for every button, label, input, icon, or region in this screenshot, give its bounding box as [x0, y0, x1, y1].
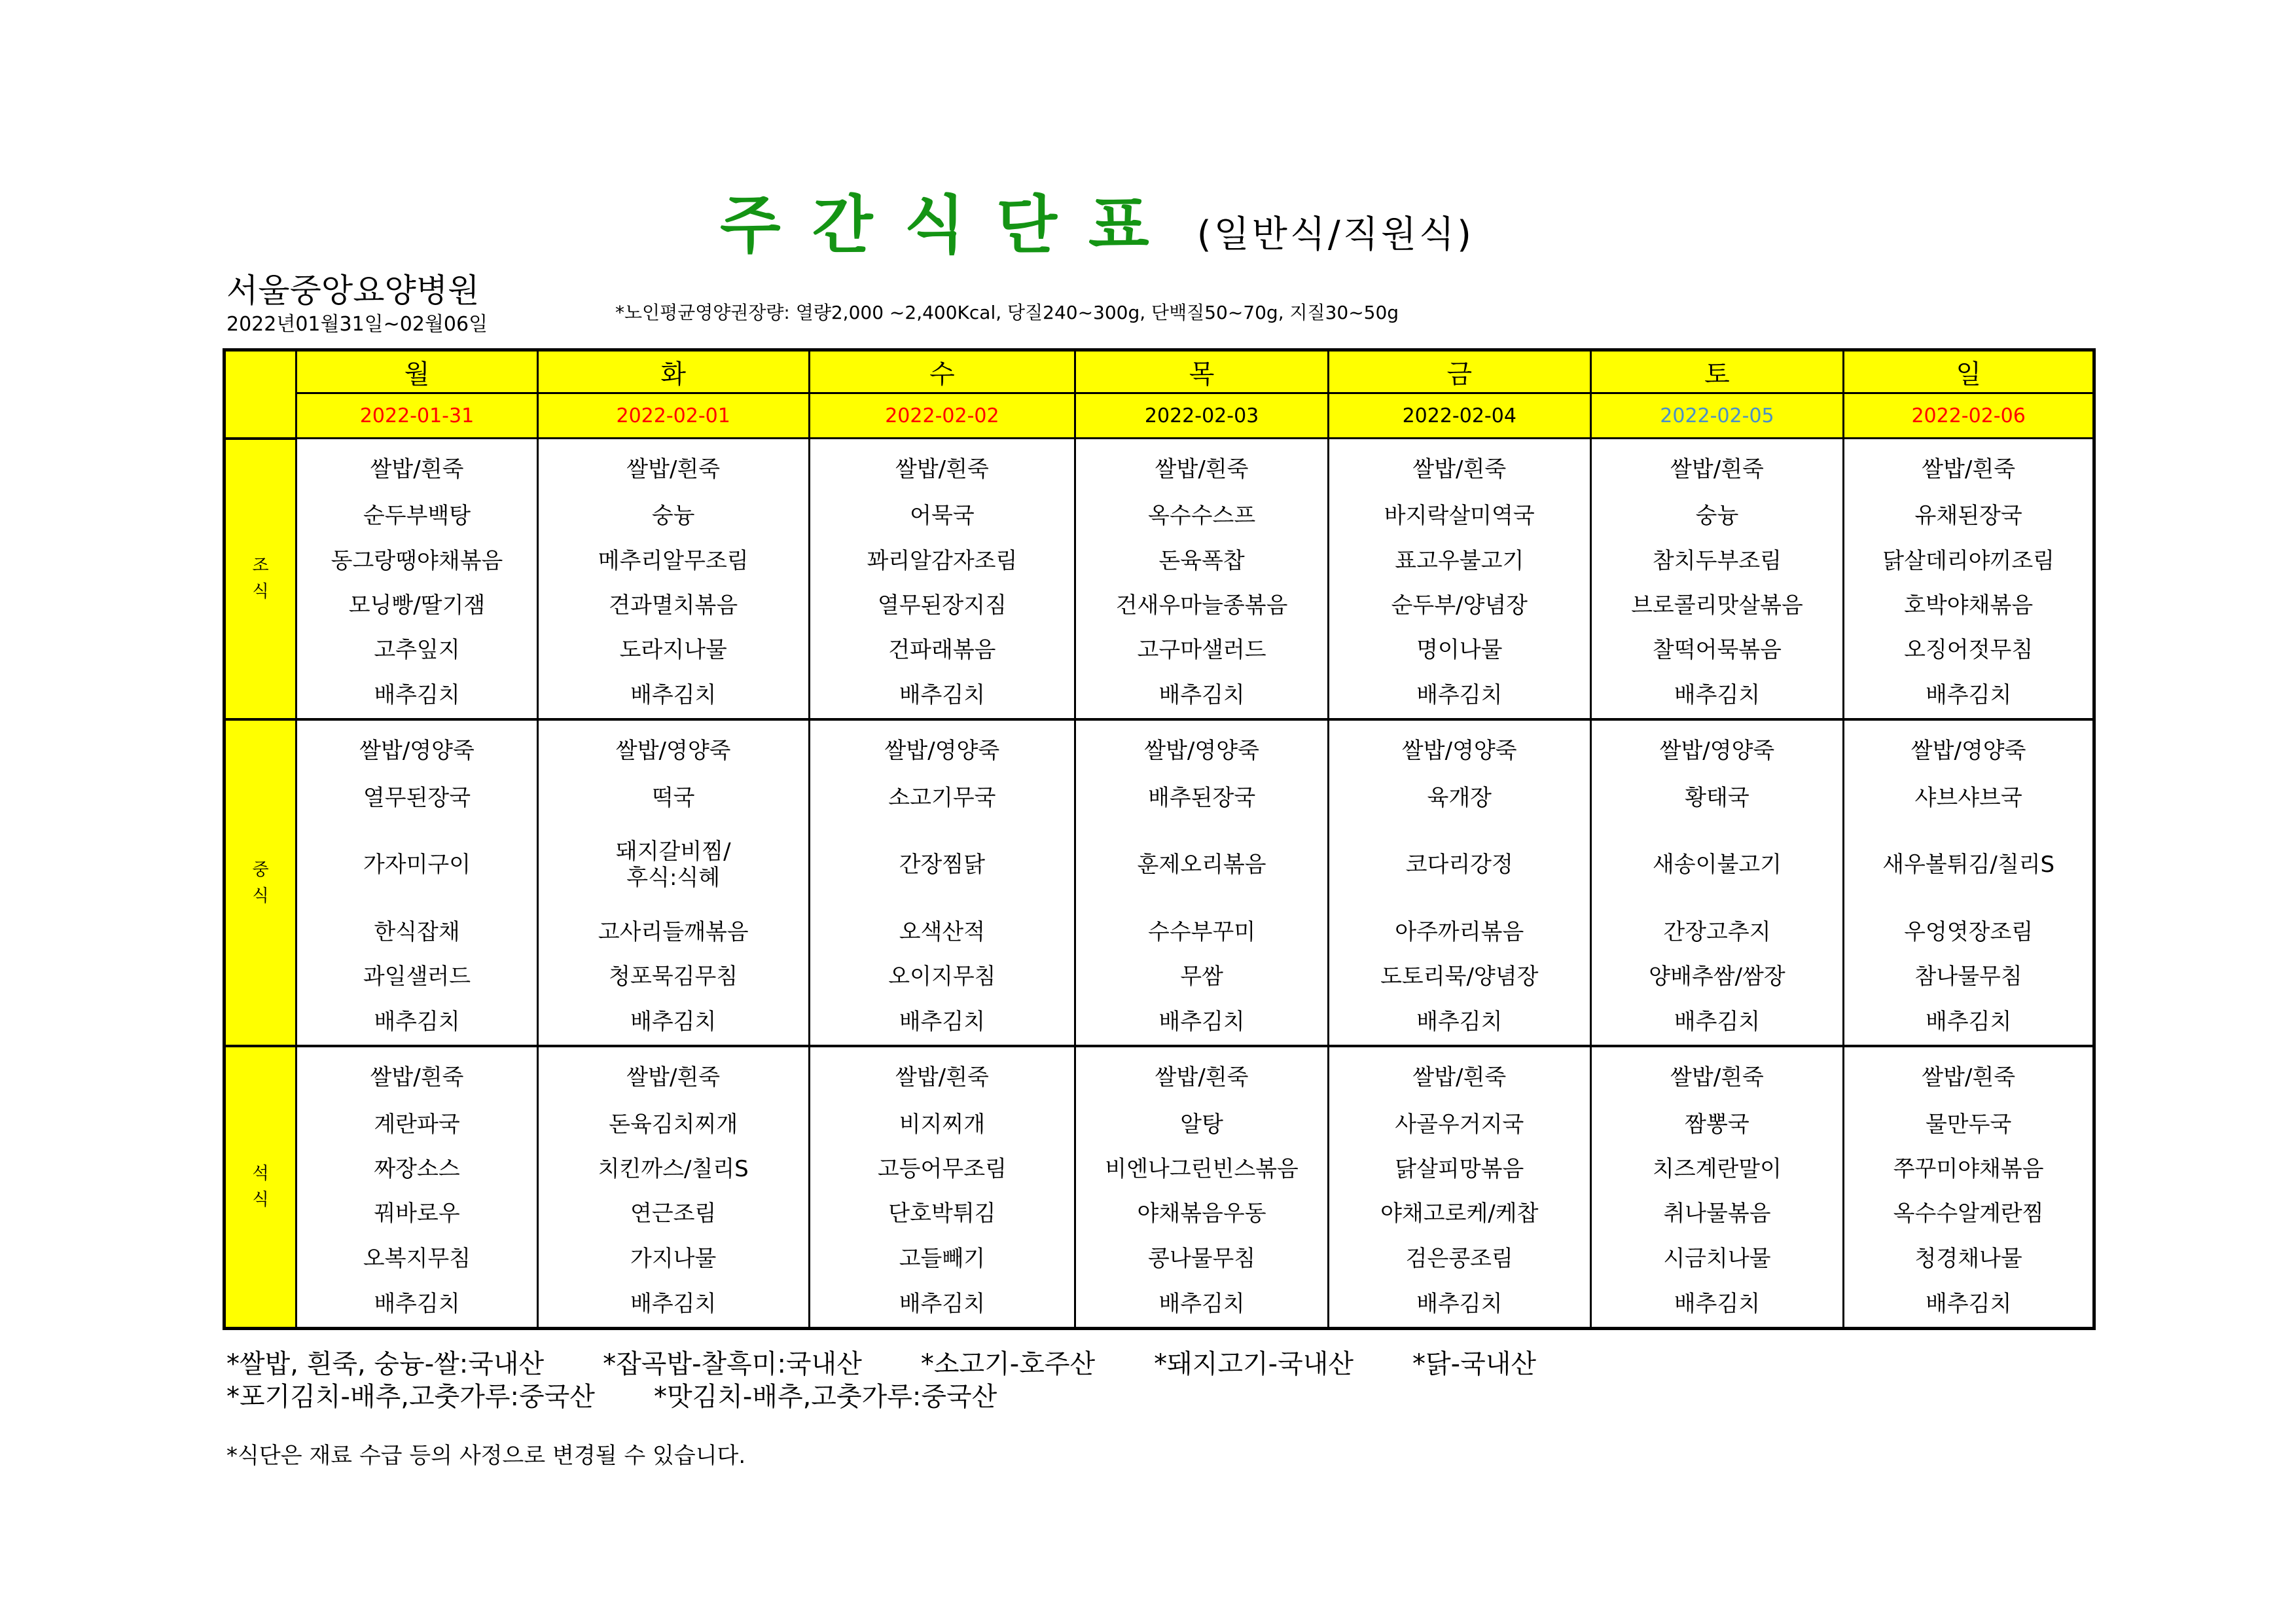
hospital-name: 서울중앙요양병원 — [226, 272, 480, 310]
origin-notes-line2 — [226, 1376, 1056, 1413]
menu-item: 쌀밥/흰죽 — [809, 439, 1075, 494]
date-header: 2022-01-31 — [296, 393, 538, 439]
menu-item: 순두부/양념장 — [1328, 583, 1590, 628]
menu-item: 배추김치 — [809, 999, 1075, 1046]
menu-item: 고구마샐러드 — [1075, 628, 1329, 672]
menu-item: 배추김치 — [537, 672, 809, 719]
date-header: 2022-02-01 — [537, 393, 809, 439]
menu-item: 짬뽕국 — [1590, 1102, 1844, 1146]
menu-item: 배추김치 — [1590, 1281, 1844, 1329]
date-header: 2022-02-04 — [1328, 393, 1590, 439]
meal-label: 석 식 — [224, 1046, 296, 1329]
day-header: 월 — [296, 350, 538, 393]
menu-item: 바지락살미역국 — [1328, 494, 1590, 538]
menu-period: 2022년01월31일~02월06일 — [226, 313, 488, 336]
menu-item: 쌀밥/영양죽 — [1590, 719, 1844, 775]
menu-item: 오이지무침 — [809, 954, 1075, 999]
meal-label: 중 식 — [224, 719, 296, 1046]
menu-item: 우엉엿장조림 — [1844, 910, 2094, 954]
menu-item: 한식잡채 — [296, 910, 538, 954]
menu-item: 연근조림 — [537, 1191, 809, 1236]
day-header: 토 — [1590, 350, 1844, 393]
menu-item: 양배추쌈/쌈장 — [1590, 954, 1844, 999]
menu-item: 쌀밥/영양죽 — [1328, 719, 1590, 775]
menu-row — [224, 672, 2094, 719]
menu-item: 쌀밥/흰죽 — [1590, 439, 1844, 494]
day-header: 금 — [1328, 350, 1590, 393]
menu-item: 배추김치 — [296, 672, 538, 719]
menu-item: 쌀밥/흰죽 — [1075, 1046, 1329, 1102]
menu-item: 참치두부조림 — [1590, 538, 1844, 583]
menu-item: 쌀밥/흰죽 — [1075, 439, 1329, 494]
menu-item: 배추김치 — [537, 999, 809, 1046]
menu-item: 가지나물 — [537, 1236, 809, 1280]
day-header: 목 — [1075, 350, 1329, 393]
menu-item: 배추김치 — [1328, 1281, 1590, 1329]
menu-item: 고사리들깨볶음 — [537, 910, 809, 954]
corner-cell — [224, 350, 296, 439]
menu-item: 쌀밥/영양죽 — [1075, 719, 1329, 775]
menu-row — [224, 1191, 2094, 1236]
menu-item: 쌀밥/영양죽 — [1844, 719, 2094, 775]
menu-row — [224, 538, 2094, 583]
menu-item: 배추김치 — [1328, 999, 1590, 1046]
menu-row — [224, 439, 2094, 494]
menu-item: 새우볼튀김/칠리S — [1844, 820, 2094, 910]
menu-item: 오색산적 — [809, 910, 1075, 954]
menu-item: 무쌈 — [1075, 954, 1329, 999]
menu-item: 코다리강정 — [1328, 820, 1590, 910]
menu-item: 육개장 — [1328, 776, 1590, 820]
menu-item: 짜장소스 — [296, 1147, 538, 1191]
menu-item: 비지찌개 — [809, 1102, 1075, 1146]
nutrition-note: *노인평균영양권장량: 열량2,000 ~2,400Kcal, 당질240~300g, 단백질50~70g, 지질30~50g — [615, 302, 1399, 323]
menu-row — [224, 954, 2094, 999]
menu-item: 가자미구이 — [296, 820, 538, 910]
menu-item: 쌀밥/영양죽 — [809, 719, 1075, 775]
day-header: 수 — [809, 350, 1075, 393]
menu-item: 꽈리알감자조림 — [809, 538, 1075, 583]
origin-note: *포기김치-배추,고춧가루:중국산 — [226, 1382, 595, 1412]
origin-note: *닭-국내산 — [1412, 1349, 1537, 1379]
date-header: 2022-02-03 — [1075, 393, 1329, 439]
menu-item: 배추김치 — [296, 1281, 538, 1329]
menu-item: 메추리알무조림 — [537, 538, 809, 583]
menu-item: 황태국 — [1590, 776, 1844, 820]
menu-item: 과일샐러드 — [296, 954, 538, 999]
menu-item: 쭈꾸미야채볶음 — [1844, 1147, 2094, 1191]
menu-item: 배추김치 — [1590, 999, 1844, 1046]
menu-row — [224, 628, 2094, 672]
menu-item: 떡국 — [537, 776, 809, 820]
menu-item: 건새우마늘종볶음 — [1075, 583, 1329, 628]
menu-item: 꿔바로우 — [296, 1191, 538, 1236]
menu-item: 표고우불고기 — [1328, 538, 1590, 583]
menu-item: 돈육폭찹 — [1075, 538, 1329, 583]
menu-item: 쌀밥/흰죽 — [1844, 439, 2094, 494]
menu-item: 쌀밥/흰죽 — [296, 439, 538, 494]
menu-row — [224, 776, 2094, 820]
menu-row — [224, 1102, 2094, 1146]
menu-item: 도라지나물 — [537, 628, 809, 672]
menu-item: 어묵국 — [809, 494, 1075, 538]
menu-item: 취나물볶음 — [1590, 1191, 1844, 1236]
menu-item: 쌀밥/흰죽 — [537, 1046, 809, 1102]
menu-item: 건파래볶음 — [809, 628, 1075, 672]
menu-item: 검은콩조림 — [1328, 1236, 1590, 1280]
menu-item: 샤브샤브국 — [1844, 776, 2094, 820]
menu-item: 고들빼기 — [809, 1236, 1075, 1280]
menu-item: 사골우거지국 — [1328, 1102, 1590, 1146]
menu-item: 숭늉 — [1590, 494, 1844, 538]
menu-item: 배추김치 — [1844, 1281, 2094, 1329]
menu-item: 쌀밥/흰죽 — [296, 1046, 538, 1102]
menu-item: 물만두국 — [1844, 1102, 2094, 1146]
menu-item: 수수부꾸미 — [1075, 910, 1329, 954]
menu-item: 쌀밥/흰죽 — [1590, 1046, 1844, 1102]
menu-item: 열무된장국 — [296, 776, 538, 820]
menu-item: 치즈계란말이 — [1590, 1147, 1844, 1191]
menu-row — [224, 999, 2094, 1046]
menu-item: 오복지무침 — [296, 1236, 538, 1280]
page-title — [720, 175, 1571, 267]
menu-item: 배추된장국 — [1075, 776, 1329, 820]
menu-item: 도토리묵/양념장 — [1328, 954, 1590, 999]
footer-note: *식단은 재료 수급 등의 사정으로 변경될 수 있습니다. — [226, 1443, 746, 1469]
menu-row — [224, 910, 2094, 954]
origin-note: *돼지고기-국내산 — [1154, 1349, 1354, 1379]
origin-note: *쌀밥, 흰죽, 숭늉-쌀:국내산 — [226, 1349, 545, 1379]
menu-item: 배추김치 — [1590, 672, 1844, 719]
menu-item: 배추김치 — [1844, 999, 2094, 1046]
title-main: 주간식단표 — [720, 189, 1181, 262]
menu-item: 야채고로케/케찹 — [1328, 1191, 1590, 1236]
menu-item: 비엔나그린빈스볶음 — [1075, 1147, 1329, 1191]
meal-label: 조 식 — [224, 439, 296, 720]
menu-row — [224, 820, 2094, 910]
menu-item: 쌀밥/영양죽 — [296, 719, 538, 775]
menu-item: 청포묵김무침 — [537, 954, 809, 999]
menu-item: 시금치나물 — [1590, 1236, 1844, 1280]
menu-item: 쌀밥/영양죽 — [537, 719, 809, 775]
menu-item: 호박야채볶음 — [1844, 583, 2094, 628]
menu-item: 단호박튀김 — [809, 1191, 1075, 1236]
menu-row — [224, 1147, 2094, 1191]
menu-item: 배추김치 — [809, 1281, 1075, 1329]
menu-item: 알탕 — [1075, 1102, 1329, 1146]
menu-item: 청경채나물 — [1844, 1236, 2094, 1280]
menu-item: 배추김치 — [537, 1281, 809, 1329]
menu-item: 유채된장국 — [1844, 494, 2094, 538]
menu-item: 견과멸치볶음 — [537, 583, 809, 628]
menu-item: 간장고추지 — [1590, 910, 1844, 954]
date-header: 2022-02-02 — [809, 393, 1075, 439]
menu-item: 쌀밥/흰죽 — [537, 439, 809, 494]
origin-notes-line1 — [226, 1343, 1595, 1380]
menu-item: 참나물무침 — [1844, 954, 2094, 999]
menu-item: 배추김치 — [1075, 1281, 1329, 1329]
origin-note: *소고기-호주산 — [920, 1349, 1096, 1379]
menu-item: 치킨까스/칠리S — [537, 1147, 809, 1191]
menu-item: 배추김치 — [1075, 999, 1329, 1046]
day-header: 화 — [537, 350, 809, 393]
menu-item: 간장찜닭 — [809, 820, 1075, 910]
menu-item: 새송이불고기 — [1590, 820, 1844, 910]
menu-item: 고등어무조림 — [809, 1147, 1075, 1191]
menu-item: 옥수수스프 — [1075, 494, 1329, 538]
menu-row — [224, 1236, 2094, 1280]
menu-item: 동그랑땡야채볶음 — [296, 538, 538, 583]
menu-item: 소고기무국 — [809, 776, 1075, 820]
menu-item: 배추김치 — [1328, 672, 1590, 719]
menu-item: 배추김치 — [1844, 672, 2094, 719]
menu-item: 오징어젓무침 — [1844, 628, 2094, 672]
menu-item: 배추김치 — [1075, 672, 1329, 719]
origin-note: *잡곡밥-찰흑미:국내산 — [603, 1349, 862, 1379]
title-sub: (일반식/직원식) — [1196, 213, 1474, 256]
menu-item: 찰떡어묵볶음 — [1590, 628, 1844, 672]
menu-item: 쌀밥/흰죽 — [1328, 439, 1590, 494]
menu-item: 야채볶음우동 — [1075, 1191, 1329, 1236]
menu-row — [224, 583, 2094, 628]
menu-item: 배추김치 — [296, 999, 538, 1046]
menu-item: 쌀밥/흰죽 — [1844, 1046, 2094, 1102]
menu-item: 콩나물무침 — [1075, 1236, 1329, 1280]
menu-item: 고추잎지 — [296, 628, 538, 672]
menu-item: 닭살데리야끼조림 — [1844, 538, 2094, 583]
menu-row — [224, 719, 2094, 775]
day-header: 일 — [1844, 350, 2094, 393]
menu-item: 모닝빵/딸기잼 — [296, 583, 538, 628]
menu-item: 배추김치 — [809, 672, 1075, 719]
menu-item: 쌀밥/흰죽 — [809, 1046, 1075, 1102]
menu-item: 브로콜리맛살볶음 — [1590, 583, 1844, 628]
date-header: 2022-02-06 — [1844, 393, 2094, 439]
menu-item: 열무된장지짐 — [809, 583, 1075, 628]
menu-row — [224, 1281, 2094, 1329]
menu-item: 닭살피망볶음 — [1328, 1147, 1590, 1191]
menu-row — [224, 1046, 2094, 1102]
menu-row — [224, 494, 2094, 538]
menu-item: 순두부백탕 — [296, 494, 538, 538]
menu-item: 아주까리볶음 — [1328, 910, 1590, 954]
menu-item: 명이나물 — [1328, 628, 1590, 672]
menu-item: 계란파국 — [296, 1102, 538, 1146]
weekly-menu-table — [223, 348, 2096, 1330]
origin-note: *맛김치-배추,고춧가루:중국산 — [653, 1382, 997, 1412]
menu-item: 숭늉 — [537, 494, 809, 538]
menu-item: 돈육김치찌개 — [537, 1102, 809, 1146]
menu-item: 돼지갈비찜/ 후식:식혜 — [537, 820, 809, 910]
menu-item: 옥수수알계란찜 — [1844, 1191, 2094, 1236]
date-header: 2022-02-05 — [1590, 393, 1844, 439]
menu-item: 쌀밥/흰죽 — [1328, 1046, 1590, 1102]
menu-item: 훈제오리볶음 — [1075, 820, 1329, 910]
